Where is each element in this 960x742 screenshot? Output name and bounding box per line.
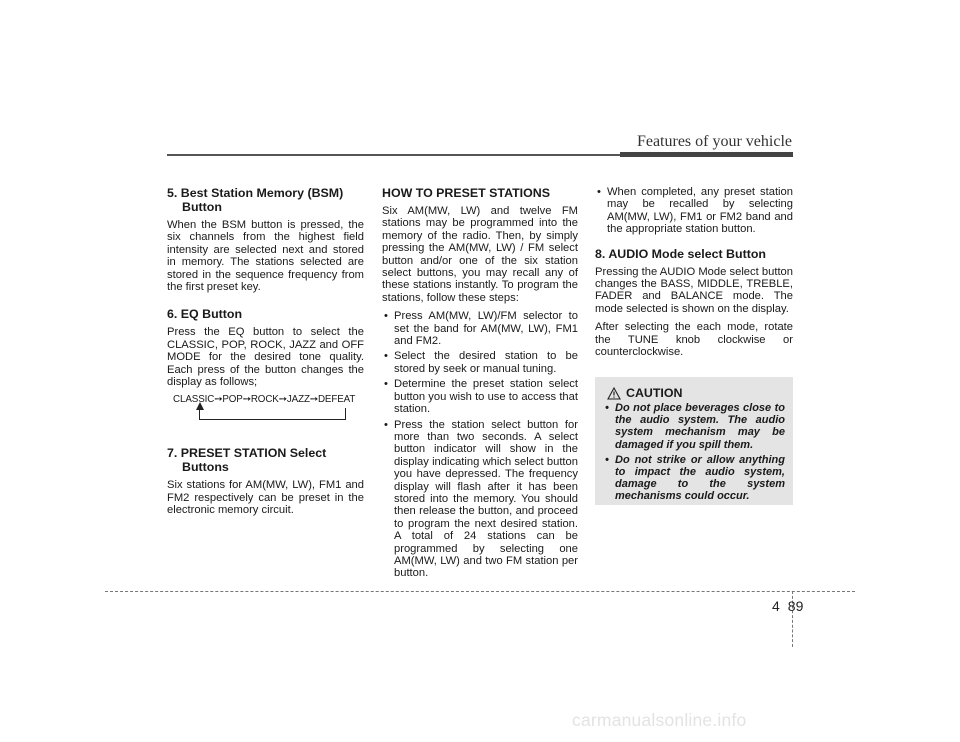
column-middle	[382, 186, 578, 583]
list-item: • Select the desired station to be stored by seek or manual tuning.	[382, 350, 578, 375]
caution-box	[595, 377, 793, 505]
page-number	[772, 598, 803, 614]
how-to-intro: Six AM(MW, LW) and twelve FM stations may be programmed into the memory of the radio. Then, by simply pressing the AM(MW, LW) / FM select button and/or one of the six station select buttons, you may recall any of these stations instantly. To program the stations, follow these steps:	[382, 205, 578, 304]
column-right	[595, 186, 793, 364]
header-title: Features of your vehicle	[636, 133, 792, 150]
list-item: • Determine the preset station select button you wish to use to access that station.	[382, 378, 578, 415]
footer-rule	[105, 591, 855, 592]
eq-loop-arrow-icon	[196, 402, 204, 410]
preset-steps	[382, 310, 578, 580]
preset-text: Six stations for AM(MW, LW), FM1 and FM2 respectively can be preset in the electronic memory circuit.	[167, 479, 364, 517]
eq-heading: 6. EQ Button	[167, 307, 243, 322]
eq-loop-line	[199, 408, 346, 420]
audio-text-2: After selecting the each mode, rotate the TUNE knob clockwise or counterclockwise.	[595, 321, 793, 359]
list-item: • Do not strike or allow anything to impact the audio system, damage to the system mechanisms could occur.	[603, 454, 785, 503]
warning-triangle-icon	[607, 387, 621, 400]
column-left	[167, 186, 364, 523]
header-rule-accent	[620, 152, 793, 157]
list-item: • Do not place beverages close to the audio system. The audio system mechanism may be damaged if you spill them.	[603, 402, 785, 451]
caution-title: CAUTION	[626, 386, 683, 400]
preset-heading: 7. PRESET STATION Select Buttons	[167, 446, 327, 475]
eq-text: Press the EQ button to select the CLASSIC, POP, ROCK, JAZZ and OFF MODE for the desired tone quality. Each press of the button changes the display as follows;	[167, 326, 364, 389]
preset-steps-cont	[595, 186, 793, 236]
watermark: carmanualsonline.info	[572, 710, 747, 730]
how-to-heading: HOW TO PRESET STATIONS	[382, 186, 550, 200]
chapter-number: 4	[772, 598, 780, 614]
caution-list	[603, 402, 785, 506]
caution-header	[607, 386, 682, 400]
list-item: • Press the station select button for more than two seconds. A select button indicator will show in the display indicating which select button you have depressed. The frequency display will flash after it has been stored into the memory. You should then release the button, and proceed to program the next desired station. A total of 24 stations can be programmed by selecting one AM(MW, LW) and two FM station per button.	[382, 419, 578, 580]
list-item: • When completed, any preset station may be recalled by selecting AM(MW, LW), FM1 or FM2 band and the appropriate station button.	[595, 186, 793, 236]
eq-cycle-diagram	[167, 394, 364, 428]
list-item: • Press AM(MW, LW)/FM selector to set the band for AM(MW, LW), FM1 and FM2.	[382, 310, 578, 347]
audio-heading: 8. AUDIO Mode select Button	[595, 246, 766, 261]
eq-sequence: CLASSIC➙POP➙ROCK➙JAZZ➙DEFEAT	[173, 394, 356, 406]
bsm-heading: 5. Best Station Memory (BSM) Button	[167, 186, 344, 214]
audio-text-1: Pressing the AUDIO Mode select button changes the BASS, MIDDLE, TREBLE, FADER and BALANCE mode. The mode selected is shown on the display.	[595, 265, 793, 315]
page-number-value: 89	[787, 598, 804, 614]
bsm-text: When the BSM button is pressed, the six channels from the highest field intensity are selected next and stored in memory. The stations selected are stored in the sequence frequency from the first preset key.	[167, 219, 364, 294]
